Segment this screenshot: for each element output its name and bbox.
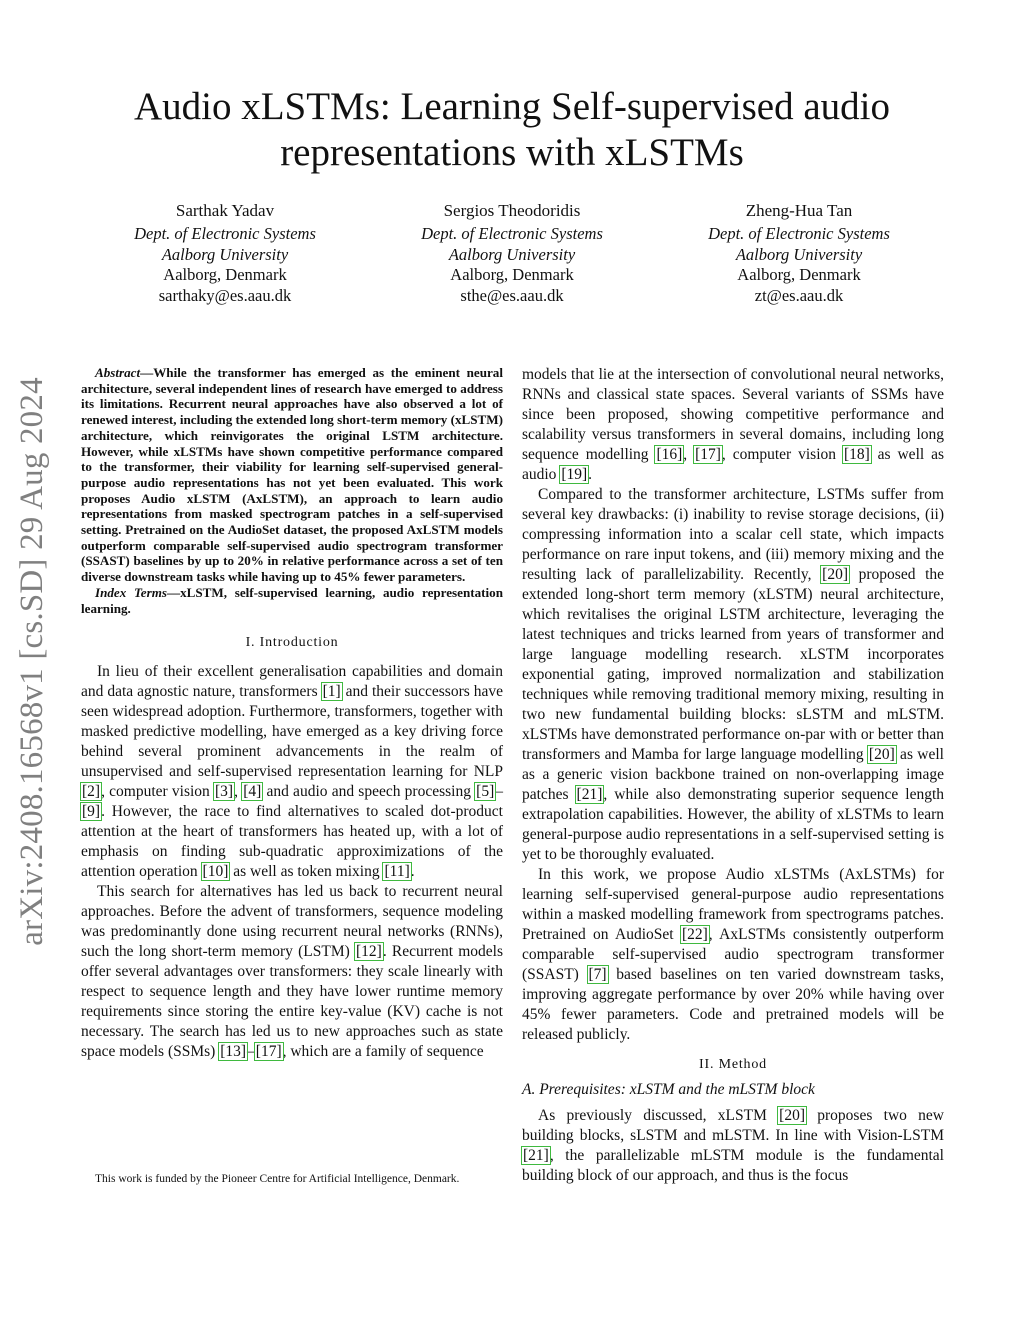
- section-heading-method: II. Method: [699, 1057, 767, 1072]
- citation-link[interactable]: [17]: [695, 446, 721, 463]
- citation-link[interactable]: [21]: [523, 1147, 549, 1164]
- author-2: [377, 201, 647, 307]
- intro-paragraph-2: This search for alternatives has led us back to recurrent neural approaches. Before the advent of transformers, sequence modeling was predominantly done using recurrent neural networks (RNNs), such the long short-term memory (LSTM) [12]. Recurrent models offer several advantages over transformers: they scale linearly with respect to sequence length and they have lower runtime memory requirements since storing the entire key-value (KV) cache is not necessary. The search has led us to new approaches such as state space models (SSMs) [13]–[17], which are a family of sequence: [81, 883, 503, 1061]
- citation-link[interactable]: [16]: [656, 446, 683, 463]
- author-email[interactable]: zt@es.aau.dk: [754, 286, 844, 306]
- paper-title: [80, 84, 944, 176]
- citation-link[interactable]: [7]: [588, 966, 607, 983]
- author-location: Aalborg, Denmark: [737, 265, 861, 285]
- abstract-label: Abstract: [95, 365, 141, 380]
- author-university: Aalborg University: [448, 244, 576, 264]
- author-university: Aalborg University: [161, 244, 289, 264]
- right-column: [522, 365, 944, 1186]
- citation-link[interactable]: [1]: [322, 683, 341, 701]
- index-terms-label: Index Terms: [95, 584, 167, 600]
- author-email[interactable]: sarthaky@es.aau.dk: [158, 286, 292, 306]
- citation-link[interactable]: [3]: [215, 783, 234, 801]
- citation-link[interactable]: [18]: [843, 446, 870, 463]
- title-line-2: representations with xLSTMs: [280, 131, 744, 174]
- author-3: [664, 201, 934, 307]
- intro-paragraph-5: In this work, we propose Audio xLSTMs (AxLSTMs) for learning self-supervised general-purpose audio representations within a masked modelling framework from spectrograms patches. Pretrained on AudioSet [22], AxLSTMs consistently outperform comparable self-supervised audio spectrogram transformer (SSAST) [7] based baselines on ten varied downstream tasks, improving aggregate performance by over 20% while having over 45% fewer parameters. Code and pretrained models will be released publicly.: [522, 866, 944, 1043]
- author-university: Aalborg University: [735, 244, 863, 264]
- intro-paragraph-3: models that lie at the intersection of convolutional neural networks, RNNs and classical state spaces. Several variants of SSMs have since been proposed, showing competitive performance and scalability versus transformers in several domains, including long sequence modelling [16], [17], computer vision [18] as well as audio [19].: [522, 366, 944, 483]
- citation-link[interactable]: [17]: [255, 1043, 282, 1061]
- author-dept: Dept. of Electronic Systems: [134, 223, 316, 243]
- citation-link[interactable]: [5]: [476, 783, 495, 801]
- author-1: [90, 201, 360, 307]
- citation-link[interactable]: [22]: [681, 926, 708, 943]
- author-name: Zheng-Hua Tan: [745, 201, 853, 220]
- citation-link[interactable]: [2]: [82, 783, 101, 801]
- arxiv-stamp: [2, 346, 62, 976]
- author-dept: Dept. of Electronic Systems: [421, 223, 603, 243]
- citation-link[interactable]: [9]: [82, 803, 101, 821]
- citation-link[interactable]: [19]: [561, 466, 588, 483]
- index-terms: [81, 585, 503, 616]
- left-column: [81, 365, 503, 1062]
- author-name: Sergios Theodoridis: [443, 201, 581, 220]
- title-line-1: Audio xLSTMs: Learning Self-supervised audio: [133, 85, 891, 128]
- author-email[interactable]: sthe@es.aau.dk: [460, 286, 564, 306]
- author-dept: Dept. of Electronic Systems: [708, 223, 890, 243]
- citation-link[interactable]: [11]: [384, 863, 410, 881]
- subsection-heading: A. Prerequisites: xLSTM and the mLSTM block: [522, 1081, 815, 1098]
- index-terms-text: —xLSTM, self-supervised learning, audio representation learning.: [81, 584, 503, 616]
- author-block: [90, 201, 934, 307]
- intro-paragraph-4: Compared to the transformer architecture, LSTMs suffer from several key drawbacks: (i) inability to revise storage decisions, (ii) compressing information into a scalar cell state, which impacts performance on rare input tokens, and (iii) memory mixing and the resulting lack of parallelizability. Recently, [20] proposed the extended long-short term memory (xLSTM) neural architecture, which revitalises the original LSTM architecture, leveraging the latest techniques and tricks learned from years of transformer and large language modelling research. xLSTM incorporates exponential gating, improved normalization and stabilization techniques while removing traditional memory mixing, resulting in two new fundamental building blocks: sLSTM and mLSTM. xLSTMs have demonstrated performance on-par with or better than transformers and Mamba for large language modelling [20] as well as a generic vision backbone trained on non-overlapping image patches [21], while also demonstrating superior sequence length extrapolation capabilities. However, the ability of xLSTMs to learn general-purpose audio representations in a self-supervised setting is yet to be thoroughly evaluated.: [522, 486, 945, 863]
- abstract: [81, 365, 503, 585]
- author-location: Aalborg, Denmark: [450, 265, 574, 285]
- citation-link[interactable]: [13]: [220, 1043, 247, 1061]
- footnote: This work is funded by the Pioneer Centre for Artificial Intelligence, Denmark.: [95, 1173, 460, 1185]
- intro-paragraph-1: In lieu of their excellent generalisation capabilities and domain and data agnostic nature, transformers [1] and their successors have seen widespread adoption. Furthermore, transformers, together with masked predictive modelling, have emerged as a key driving force behind several prominent advancements in the realm of unsupervised and self-supervised representation learning for NLP [2], computer vision [3], [4] and audio and speech processing [5]–[9]. However, the race to find alternatives to scaled dot-product attention at the heart of transformers has heated up, with a lot of emphasis on finding sub-quadratic approximizations of the attention operation [10] as well as token mixing [11].: [81, 663, 503, 881]
- author-location: Aalborg, Denmark: [163, 265, 287, 285]
- author-name: Sarthak Yadav: [175, 201, 275, 220]
- citation-link[interactable]: [20]: [822, 566, 848, 583]
- arxiv-identifier: arXiv:2408.16568v1 [cs.SD] 29 Aug 2024: [13, 376, 50, 946]
- citation-link[interactable]: [10]: [202, 863, 229, 881]
- citation-link[interactable]: [20]: [868, 746, 895, 763]
- method-paragraph-1: As previously discussed, xLSTM [20] proposes two new building blocks, sLSTM and mLSTM. In line with Vision-LSTM [21], the parallelizable mLSTM module is the fundamental building block of our approach, and thus is the focus: [522, 1107, 944, 1184]
- citation-link[interactable]: [20]: [779, 1107, 805, 1124]
- section-heading-introduction: I. Introduction: [245, 635, 339, 651]
- citation-link[interactable]: [12]: [356, 943, 382, 961]
- abstract-text: —While the transformer has emerged as the eminent neural architecture, several independent lines of research have emerged to address its limitations. Recurrent neural approaches have also observed a lot of renewed interest, including the extended long short-term memory (xLSTM) architecture, which reinvigorates the original LSTM architecture. However, while xLSTMs have shown competitive performance compared to the transformer, their viability for learning self-supervised general-purpose audio representations has not yet been evaluated. This work proposes Audio xLSTM (AxLSTM), an approach to learn audio representations from masked spectrogram patches in a self-supervised setting. Pretrained on the AudioSet dataset, the proposed AxLSTM models outperform comparable self-supervised audio spectrogram transformer (SSAST) baselines by up to 20% in relative performance across a set of ten diverse downstream tasks while having up to 45% fewer parameters.: [81, 365, 503, 585]
- citation-link[interactable]: [21]: [576, 786, 603, 803]
- citation-link[interactable]: [4]: [243, 783, 262, 801]
